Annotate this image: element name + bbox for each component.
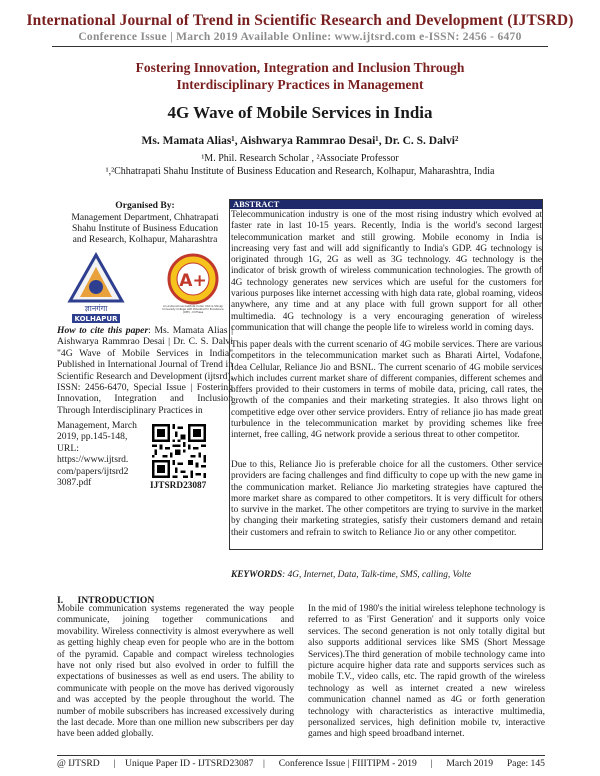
section-heading-introduction: I. INTRODUCTION (57, 595, 155, 606)
organiser-line2: Shahu Institute of Business Education (71, 223, 219, 235)
organiser-line1: Management Department, Chhatrapati (71, 212, 219, 223)
cite-line-e[interactable]: com/papers/ijtsrd2 (57, 465, 129, 477)
cite-details (57, 420, 149, 488)
conference-title (0, 59, 600, 93)
introduction-left-column: Mobile communication systems regenerated the way people communicate, joining together communications and movability. Wireless connectivity is almost everywhere as well as getting highly cheap even for people who are in the bottom of the pyramid. Capable and compact wireless technologies have not only rised but also evolved in order to fulfill the expectations of businesses as well as end users. The ability to communicate with people on the move has derived vigorously and was accepted by the people throughout the world. The number of mobile subscribers has increased excessively during the last decade. More than one million new subscribers per day have been added globally. (57, 604, 294, 740)
abstract-paragraph-3: Due to this, Reliance Jio is preferable choice for all the customers. Other service providers are facing challenges and find difficulty to cope up with the new game in the communication market. Reliance Jio marketing strategies have captured the more market share as compared to other competitors. It is very difficult for others to survive in the market. The other competitors are trying to survive in the market by changing their marketing strategies, satisfy their customers demand and retain their customers and refrain to switch to Reliance Jio or any other competitor. (231, 460, 542, 538)
logo1-motto: ज्ञानगंगा (84, 304, 108, 313)
abstract-paragraph-1: Telecommunication industry is one of the most rising industry which evolved at faster rate in last 10-15 years. Recently, India is the world's second largest telecommunication market and still growing. Mobile economy in India is increasing very fast and will add significantly to India's GDP. 4G technology is originated through 1G, 2G as well as 3G technology. 4G technology is the indicator of brisk growth of wireless communication technologies. The growth of 4G technology generates new services which are useful for the customers for various purposes like internet accessing with high data rate, global roaming, videos anywhere, any time and at any place with full grown support for all other multimedia. 4G technology is a very encouraging generation of wireless communication that will change the people life to wireless world in coming days. (231, 210, 542, 333)
abstract-heading: ABSTRACT (230, 200, 542, 209)
organiser (57, 212, 233, 246)
cite-label: How to cite this paper (57, 325, 149, 336)
how-to-cite (57, 325, 233, 416)
cite-body: : Ms. Mamata Alias | Aishwarya Rammrao Desai | Dr. C. S. Dalvi "4G Wave of Mobile Services in India" Published in International Journal of Trend in Scientific Research and Development (ijtsrd), ISSN: 2456-6470, Special Issue | Fostering Innovation, Integration and Inclusion Through Interdisciplinary Practices in (57, 325, 233, 416)
institute-logo (66, 251, 126, 323)
footer-unique-id: | Unique Paper ID - IJTSRD23087 | (113, 758, 265, 769)
organised-heading: Organised By: (115, 200, 175, 211)
accreditation-grade: A+ (179, 271, 207, 291)
logo1-city: KOLHAPUR (74, 315, 118, 323)
conference-title-line2: Interdisciplinary Practices in Management (176, 77, 424, 92)
conference-title-line1: Fostering Innovation, Integration and Inclusion Through (135, 60, 465, 75)
cite-line-f[interactable]: 3087.pdf (57, 477, 92, 489)
footer-separator: | (430, 758, 433, 769)
keywords (231, 570, 551, 580)
footer (57, 758, 545, 769)
cite-line-b: 2019, pp.145-148, (57, 431, 128, 443)
journal-title: International Journal of Trend in Scientific Research and Development (IJTSRD) (26, 12, 574, 29)
header-rule (52, 46, 548, 47)
paper-title: 4G Wave of Mobile Services in India (167, 103, 433, 122)
qr-label: IJTSRD23087 (150, 481, 207, 491)
organiser-line3: and Research, Kolhapur, Maharashtra (72, 234, 218, 246)
footer-month: March 2019 (446, 758, 494, 769)
footer-page: Page: 145 (506, 758, 545, 769)
keywords-label: KEYWORDS (231, 570, 283, 580)
footer-handle: @ IJTSRD (57, 758, 100, 769)
accreditation-logo (160, 251, 226, 323)
footer-conference: Conference Issue | FIIITIPM - 2019 (278, 758, 417, 769)
introduction-right-column: In the mid of 1980's the initial wireless telephone technology is referred to as 'First Generation' and it supports only voice services. The second generation is not only totally digital but also supports additional services like SMS (Short Message Services).The third generation of mobile technology came into picture acquire higher data rate and supports services such as mobile T.V., video calls, etc. The rapid growth of the wireless technology as well as internet created a new wireless communication channel named as 4G or forth generation technology with characteristics as interactive multimedia, personalized services, high definition mobile tv, interactive games and high speed broadband internet. (308, 604, 545, 740)
abstract-paragraph-2: This paper deals with the current scenario of 4G mobile services. There are various competitors in the telecommunication market such as Bharati Airtel, Vodafone, Idea Cellular, Reliance Jio and BSNL. The current scenario of 4G mobile services which includes current market share of different companies, different schemes and offers provided to their customers in terms of mobile data, pricing, call rates, the growth of the companies and their marketing strategies. It also throws light on competitive edge over other service providers. Entry of reliance jio has made great turbulence in the telecommunication market by providing schemes like free internet, free calling, 4G network provide a serious threat to other competitor. (231, 340, 542, 441)
affiliation-institute: ¹,²Chhatrapati Shahu Institute of Business Education and Research, Kolhapur, Maharashtra, India (105, 166, 495, 177)
cite-line-a: Management, March (57, 420, 137, 431)
footer-rule (57, 755, 545, 756)
keywords-text: : 4G, Internet, Data, Talk-time, SMS, calling, Volte (282, 570, 472, 580)
accreditation-caption: An Autonomous Institute Under UGC & Shivaji University College with Potential for Excellence (CPE) - III Phase (162, 305, 224, 314)
affiliation-roles: ¹M. Phil. Research Scholar , ²Associate Professor (201, 153, 399, 164)
authors: Ms. Mamata Alias¹, Aishwarya Rammrao Desai¹, Dr. C. S. Dalvi² (141, 135, 459, 147)
cite-line-d[interactable]: https://www.ijtsrd. (57, 454, 129, 466)
cite-line-c: URL: (57, 442, 79, 454)
issue-line: Conference Issue | March 2019 Available Online: www.ijtsrd.com e-ISSN: 2456 - 6470 (78, 31, 522, 43)
qr-code[interactable] (152, 424, 206, 478)
